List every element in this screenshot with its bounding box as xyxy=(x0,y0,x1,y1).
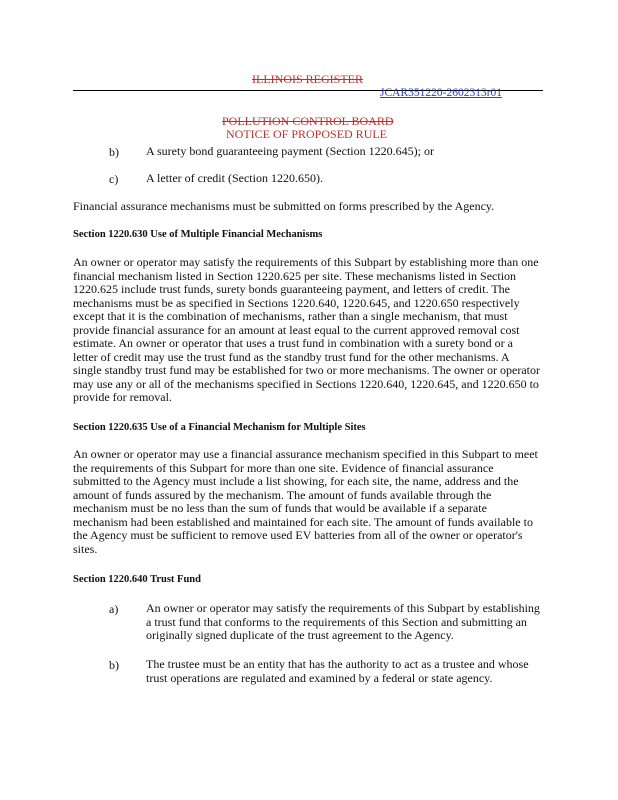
body-line: An owner or operator may satisfy the requirements of this Subpart by establishing xyxy=(146,601,540,615)
section-635-heading: Section 1220.635 Use of a Financial Mechanism for Multiple Sites xyxy=(73,422,366,433)
body-line: estimate. An owner or operator that uses a trust fund in combination with a surety bond or a xyxy=(73,336,513,350)
section-630-heading: Section 1220.630 Use of Multiple Financial Mechanisms xyxy=(73,229,323,240)
body-line: trust operations are regulated and examined by a federal or state agency. xyxy=(146,670,493,685)
body-line: provide for removal. xyxy=(73,390,172,404)
body-line: originally signed duplicate of the trust agreement to the Agency. xyxy=(146,628,454,642)
body-line: the requirements of this Subpart for more than one site. Evidence of financial assurance xyxy=(73,460,494,475)
notice-title: NOTICE OF PROPOSED RULE xyxy=(226,127,388,141)
list-b-text: A surety bond guaranteeing payment (Section 1220.645); or xyxy=(146,144,434,158)
body-line: single standby trust fund may be established for two or more mechanisms. The owner or operator xyxy=(73,363,540,377)
forms-paragraph: Financial assurance mechanisms must be submitted on forms prescribed by the Agency. xyxy=(73,199,495,213)
list-c-label: c) xyxy=(109,172,119,186)
body-line: mechanism had been established and maintained for each site. The amount of funds available to xyxy=(73,514,533,529)
body-line: 1220.625 include trust funds, surety bonds guaranteeing payment, and letters of credit. The xyxy=(73,282,511,296)
body-line: a trust fund that conforms to the requirements of this Section and submitting an xyxy=(146,614,527,629)
body-line: except that it is the combination of mechanisms, rather than a single mechanism, that must xyxy=(73,309,508,323)
body-line: provide financial assurance for an amount at least equal to the current approved removal cost xyxy=(73,322,520,337)
body-line: sites. xyxy=(73,541,98,556)
item-a-label: a) xyxy=(109,602,119,616)
body-line: An owner or operator may use a financial assurance mechanism specified in this Subpart to meet xyxy=(73,447,538,461)
body-line: financial mechanism listed in Section 1220.625 per site. These mechanisms listed in Section xyxy=(73,268,517,283)
body-line: The trustee must be an entity that has the authority to act as a trustee and whose xyxy=(146,657,529,671)
body-line: letter of credit may use the trust fund as the standby trust fund for the other mechanisms. A xyxy=(73,349,510,364)
list-c-text: A letter of credit (Section 1220.650). xyxy=(146,171,323,185)
jcar-code: JCAR351220-2602313r01 xyxy=(380,87,503,99)
body-line: amount of funds assured by the mechanism. The amount of funds available through the xyxy=(73,487,492,502)
body-line: the Agency must be sufficient to remove used EV batteries from all of the owner or operator's xyxy=(73,528,523,542)
body-line: mechanism must be no less than the sum of funds that would be available if a separate xyxy=(73,501,487,515)
board-name: POLLUTION CONTROL BOARD xyxy=(222,114,394,128)
register-title: ILLINOIS REGISTER xyxy=(252,72,363,86)
item-b-label: b) xyxy=(109,658,119,672)
list-b-label: b) xyxy=(109,145,119,159)
body-line: An owner or operator may satisfy the requirements of this Subpart by establishing more than one xyxy=(73,255,539,269)
body-line: submitted to the Agency must include a list showing, for each site, the name, address and the xyxy=(73,474,519,488)
body-line: mechanisms must be as specified in Sections 1220.640, 1220.645, and 1220.650 respectively xyxy=(73,295,520,310)
body-line: may use any or all of the mechanisms specified in Sections 1220.640, 1220.645, and 1220.650 to xyxy=(73,376,539,391)
section-640-heading: Section 1220.640 Trust Fund xyxy=(73,574,201,585)
